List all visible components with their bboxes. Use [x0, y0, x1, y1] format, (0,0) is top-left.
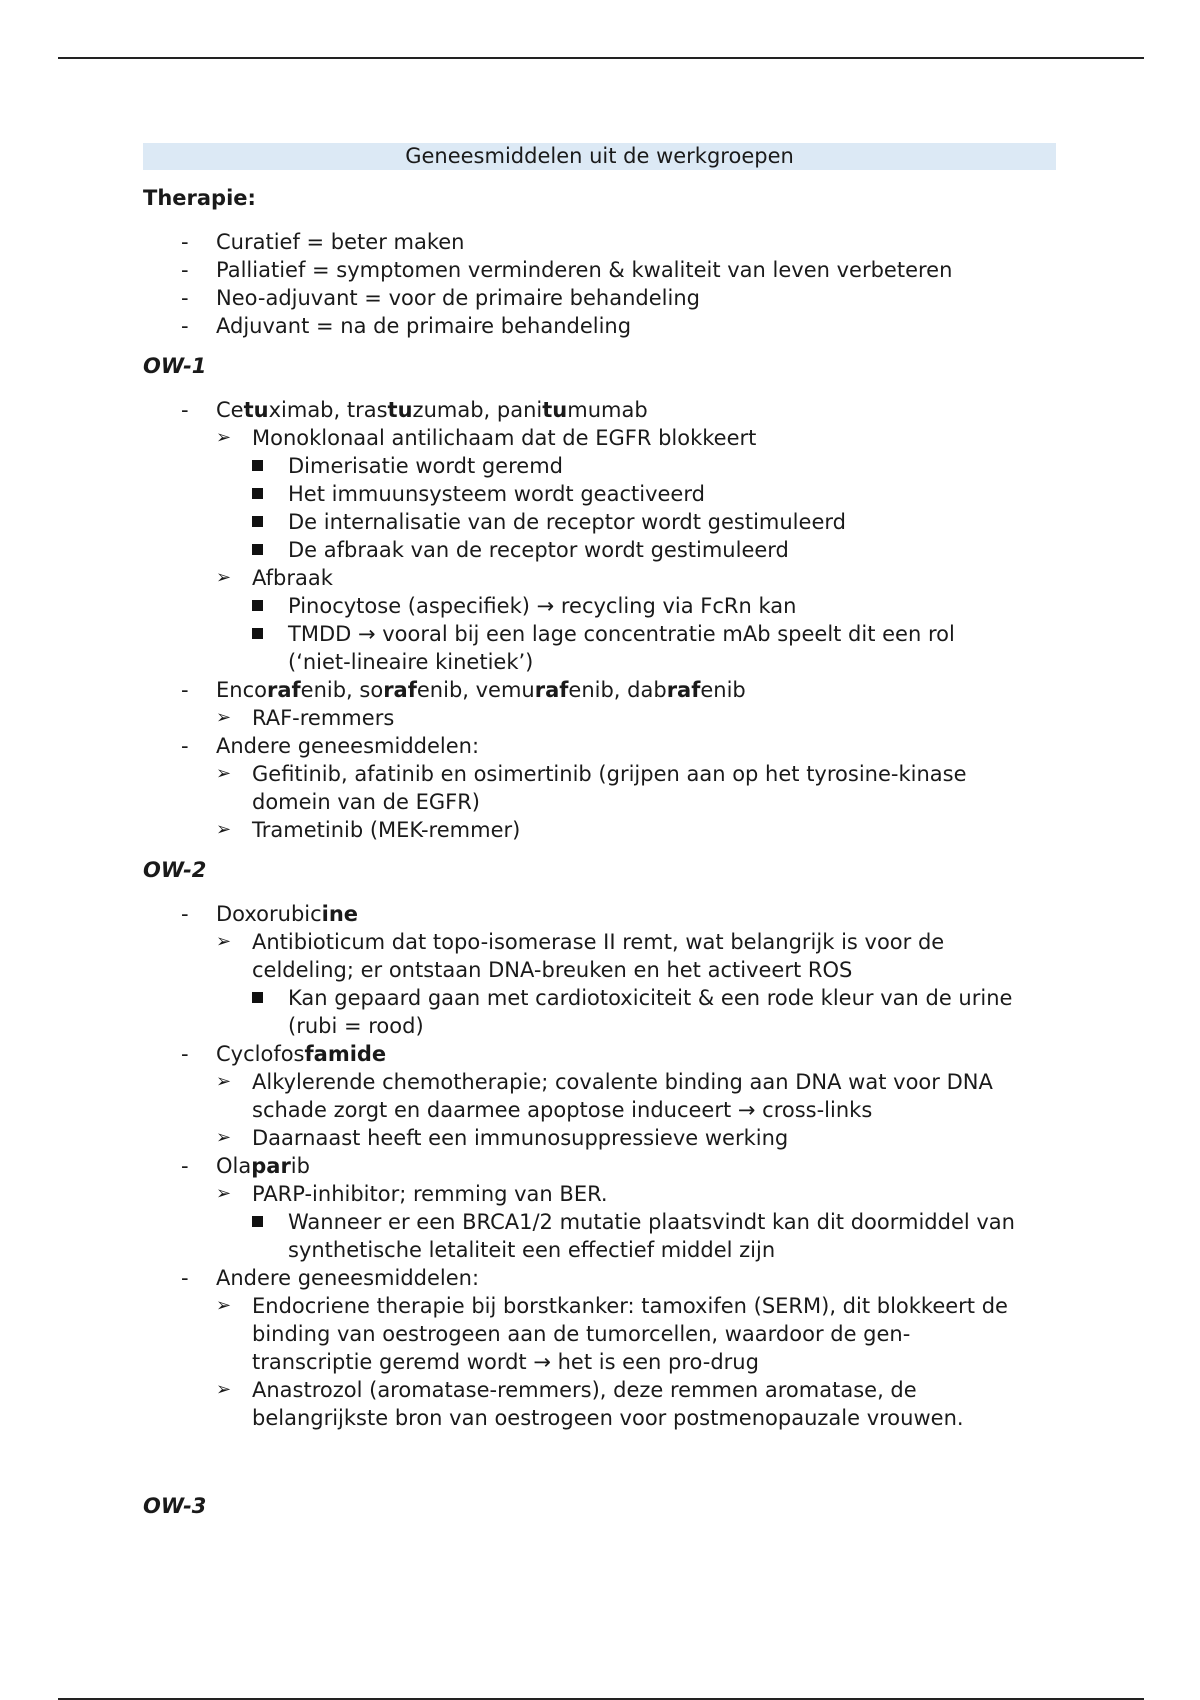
square-bullet-icon — [252, 600, 263, 611]
sub-item: ➢ Endocriene therapie bij borstkanker: tamoxifen (SERM), dit blokkeert de binding van oestrogeen aan de tumorcellen, waardoor de gen- transcriptie geremd wordt → het is een pro-drug — [216, 1294, 1008, 1374]
dash-marker: - — [181, 286, 189, 310]
list-item: - Neo-adjuvant = voor de primaire behandeling — [181, 286, 700, 310]
sub-item: ➢ Daarnaast heeft een immunosuppressieve werking — [216, 1126, 789, 1150]
dash-marker: - — [181, 734, 189, 758]
square-bullet-icon — [252, 488, 263, 499]
sub-item: ➢ RAF-remmers — [216, 706, 395, 730]
ow3-heading: OW-3 — [143, 1494, 207, 1518]
dash-marker: - — [181, 314, 189, 338]
square-bullet-icon — [252, 1216, 263, 1227]
detail-item: Pinocytose (aspecifiek) → recycling via FcRn kan — [143, 592, 1056, 620]
arrow-bullet-icon: ➢ — [216, 567, 232, 588]
drug-item: - Cyclofosfamide — [181, 1042, 387, 1066]
drug-item: - Encorafenib, sorafenib, vemurafenib, dabrafenib — [181, 678, 746, 702]
drug-item: - Olaparib — [181, 1154, 310, 1178]
dash-marker: - — [181, 1154, 189, 1178]
list-item: - Curatief = beter maken — [181, 230, 465, 254]
detail-item: De internalisatie van de receptor wordt gestimuleerd — [143, 508, 1056, 536]
detail-item: Wanneer er een BRCA1/2 mutatie plaatsvindt kan dit doormiddel van synthetische letaliteit een effectief middel zijn — [143, 1208, 1056, 1264]
arrow-bullet-icon: ➢ — [216, 763, 232, 784]
arrow-bullet-icon: ➢ — [216, 427, 232, 448]
detail-item: Dimerisatie wordt geremd — [143, 452, 1056, 480]
header-rule — [58, 57, 1144, 59]
arrow-bullet-icon: ➢ — [216, 707, 232, 728]
sub-item: ➢ PARP-inhibitor; remming van BER. — [216, 1182, 608, 1206]
ow1-heading: OW-1 — [143, 354, 207, 378]
detail-item: TMDD → vooral bij een lage concentratie mAb speelt dit een rol (‘niet-lineaire kinetiek’) — [143, 620, 1056, 676]
dash-marker: - — [181, 258, 189, 282]
ow2-heading: OW-2 — [143, 858, 207, 882]
list-item: - Palliatief = symptomen verminderen & kwaliteit van leven verbeteren — [181, 258, 953, 282]
drug-item: - Cetuximab, trastuzumab, panitumumab — [181, 398, 648, 422]
drug-item: - Andere geneesmiddelen: — [181, 1266, 480, 1290]
detail-item: De afbraak van de receptor wordt gestimuleerd — [143, 536, 1056, 564]
arrow-bullet-icon: ➢ — [216, 1379, 232, 1400]
ow2-list — [143, 900, 1056, 1432]
dash-marker: - — [181, 398, 189, 422]
sub-item: ➢ Monoklonaal antilichaam dat de EGFR blokkeert — [216, 426, 757, 450]
ow1-list — [143, 396, 1056, 844]
sub-item: ➢ Alkylerende chemotherapie; covalente binding aan DNA wat voor DNA schade zorgt en daarmee apoptose induceert → cross-links — [216, 1070, 993, 1122]
document-page — [143, 143, 1056, 1536]
square-bullet-icon — [252, 460, 263, 471]
arrow-bullet-icon: ➢ — [216, 1071, 232, 1092]
dash-marker: - — [181, 1266, 189, 1290]
arrow-bullet-icon: ➢ — [216, 819, 232, 840]
square-bullet-icon — [252, 544, 263, 555]
detail-item: Kan gepaard gaan met cardiotoxiciteit & een rode kleur van de urine (rubi = rood) — [143, 984, 1056, 1040]
sub-item: ➢ Antibioticum dat topo-isomerase II remt, wat belangrijk is voor de celdeling; er ontstaan DNA-breuken en het activeert ROS — [216, 930, 945, 982]
therapie-list — [143, 228, 1056, 340]
sub-item: ➢ Anastrozol (aromatase-remmers), deze remmen aromatase, de belangrijkste bron van oestrogeen voor postmenopauzale vrouwen. — [216, 1378, 964, 1430]
list-item: - Adjuvant = na de primaire behandeling — [181, 314, 632, 338]
dash-marker: - — [181, 902, 189, 926]
dash-marker: - — [181, 678, 189, 702]
arrow-bullet-icon: ➢ — [216, 1295, 232, 1316]
dash-marker: - — [181, 230, 189, 254]
arrow-bullet-icon: ➢ — [216, 1127, 232, 1148]
therapie-heading: Therapie: — [143, 186, 256, 210]
square-bullet-icon — [252, 992, 263, 1003]
sub-item: ➢ Trametinib (MEK-remmer) — [216, 818, 521, 842]
arrow-bullet-icon: ➢ — [216, 931, 232, 952]
square-bullet-icon — [252, 516, 263, 527]
drug-item: - Andere geneesmiddelen: — [181, 734, 480, 758]
sub-item: ➢ Gefitinib, afatinib en osimertinib (grijpen aan op het tyrosine-kinase domein van de EGFR) — [216, 762, 967, 814]
square-bullet-icon — [252, 628, 263, 639]
arrow-bullet-icon: ➢ — [216, 1183, 232, 1204]
document-title: Geneesmiddelen uit de werkgroepen — [143, 143, 1056, 170]
sub-item: ➢ Afbraak — [216, 566, 333, 590]
detail-item: Het immuunsysteem wordt geactiveerd — [143, 480, 1056, 508]
drug-item: - Doxorubicine — [181, 902, 359, 926]
dash-marker: - — [181, 1042, 189, 1066]
